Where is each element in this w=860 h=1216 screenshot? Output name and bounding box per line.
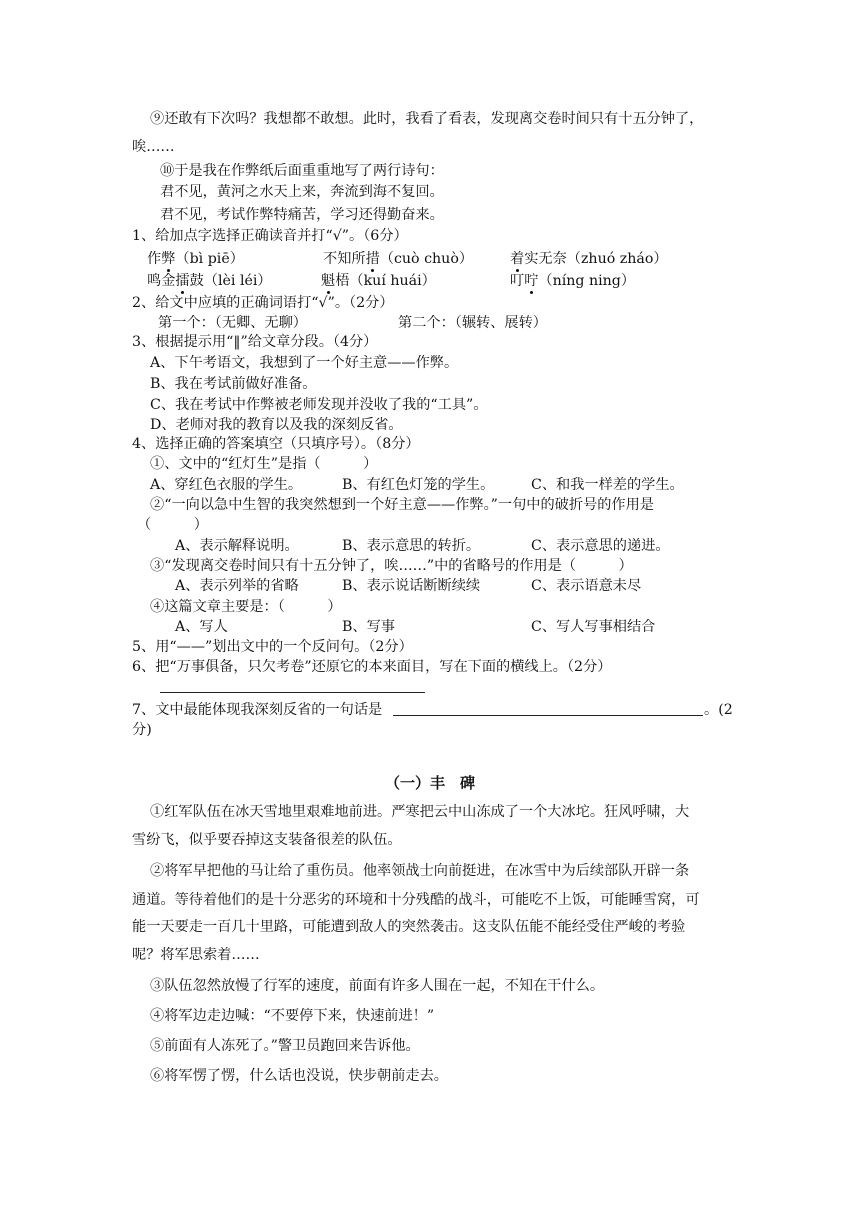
question-7-score-end: 分)	[132, 722, 152, 738]
q1-item-1: 作弊（bì piē）	[147, 251, 244, 267]
q4-2-option-a: A、表示解释说明。	[175, 538, 299, 554]
q3-option-b: B、我在考试前做好准备。	[150, 376, 317, 392]
q4-1-option-b: B、有红色灯笼的学生。	[342, 477, 495, 493]
p2-para-4: ④将军边走边喊：“不要停下来，快速前进！”	[150, 1008, 435, 1024]
p2-para-5: ⑤前面有人冻死了。”警卫员跑回来告诉他。	[150, 1038, 420, 1054]
q4-3-option-a: A、表示列举的省略	[175, 578, 299, 594]
q1-item-2: 不知所措（cuò chuò）	[323, 251, 474, 267]
q4-2-option-c: C、表示意思的递进。	[531, 538, 670, 554]
p2-para-6: ⑥将军愣了愣，什么话也没说，快步朝前走去。	[150, 1068, 448, 1084]
q1-item-4: 鸣金擂鼓（lèi léi）	[147, 273, 272, 289]
q4-3-option-b: B、表示说话断断续续	[342, 578, 481, 594]
answer-line-q6[interactable]	[160, 692, 425, 693]
paragraph-9-line-1: ⑨还敢有下次吗？我想都不敢想。此时，我看了看表，发现离交卷时间只有十五分钟了，	[150, 111, 704, 127]
p2-para-3: ③队伍忽然放慢了行军的速度，前面有许多人围在一起，不知在干什么。	[150, 978, 605, 994]
q3-option-c: C、我在考试中作弊被老师发现并没收了我的“工具”。	[150, 397, 488, 413]
q2-option-a: 第一个：（无卿、无聊）	[158, 315, 307, 331]
q4-1-option-a: A、穿红色衣服的学生。	[150, 477, 303, 493]
q3-option-d: D、老师对我的教育以及我的深刻反省。	[150, 417, 403, 433]
q1-item-3: 着实无奈（zhuó zháo）	[510, 251, 668, 267]
p2-para-2-line-1: ②将军早把他的马让给了重伤员。他率领战士向前挺进，在冰雪中为后续部队开辟一条	[150, 863, 690, 879]
p2-para-2-line-3: 能一天要走一百几十里路，可能遭到敌人的突然袭击。这支队伍能不能经受住严峻的考验	[132, 919, 686, 935]
answer-line-q7[interactable]	[393, 715, 703, 716]
question-3: 3、根据提示用“‖”给文章分段。（4分）	[132, 334, 378, 350]
q4-sub-1: ①、文中的“红灯生”是指（ ）	[150, 456, 378, 472]
paragraph-9-line-2: 唉……	[132, 139, 175, 155]
question-5: 5、用“——”划出文中的一个反问句。（2分）	[132, 639, 413, 655]
q3-option-a: A、下午考语文，我想到了一个好主意——作弊。	[150, 355, 459, 371]
q4-4-option-b: B、写事	[342, 619, 395, 635]
question-4: 4、选择正确的答案填空（只填序号）。（8分）	[132, 436, 420, 452]
question-7-prompt: 7、文中最能体现我深刻反省的一句话是	[132, 702, 383, 718]
p2-para-1-line-1: ①红军队伍在冰天雪地里艰难地前进。严寒把云中山冻成了一个大冰坨。狂风呼啸，大	[150, 804, 690, 820]
question-6: 6、把“万事俱备，只欠考卷”还原它的本来面目，写在下面的横线上。（2分）	[132, 659, 612, 675]
q4-3-option-c: C、表示语意未尽	[531, 578, 642, 594]
q4-4-option-c: C、写人写事相结合	[531, 619, 656, 635]
p2-para-2-line-4: 呢？将军思索着……	[132, 947, 260, 963]
q4-sub-2-answer-paren: （ ）	[137, 517, 208, 533]
q4-4-option-a: A、写人	[175, 619, 228, 635]
question-1: 1、给加点字选择正确读音并打“√”。（6分）	[132, 228, 408, 244]
q4-sub-3: ③“发现离交卷时间只有十五分钟了，唉……”中的省略号的作用是（ ）	[150, 558, 633, 574]
q4-1-option-c: C、和我一样差的学生。	[531, 477, 684, 493]
passage-title: （一）丰 碑	[384, 774, 475, 792]
q1-item-5: 魁梧（kuí huái）	[321, 273, 436, 289]
paragraph-10: ⑩于是我在作弊纸后面重重地写了两行诗句：	[160, 163, 444, 179]
question-2: 2、给文中应填的正确词语打“√”。（2分）	[132, 295, 394, 311]
poem-line-1: 君不见，黄河之水天上来，奔流到海不复回。	[160, 184, 444, 200]
q4-2-option-b: B、表示意思的转折。	[342, 538, 481, 554]
q4-sub-4: ④这篇文章主要是：（ ）	[150, 599, 342, 615]
p2-para-1-line-2: 雪纷飞，似乎要吞掉这支装备很差的队伍。	[132, 832, 402, 848]
question-7-score: 。(2	[704, 702, 733, 718]
p2-para-2-line-2: 通道。等待着他们的是十分恶劣的环境和十分残酷的战斗，可能吃不上饭，可能睡雪窝，可	[132, 892, 700, 908]
poem-line-2: 君不见，考试作弊特痛苦，学习还得勤奋来。	[160, 207, 444, 223]
q4-sub-2: ②“一向以急中生智的我突然想到一个好主意——作弊。”一句中的破折号的作用是	[150, 497, 654, 513]
q2-option-b: 第二个：（辗转、展转）	[398, 315, 547, 331]
q1-item-6: 叮咛（níng ning）	[510, 273, 636, 289]
